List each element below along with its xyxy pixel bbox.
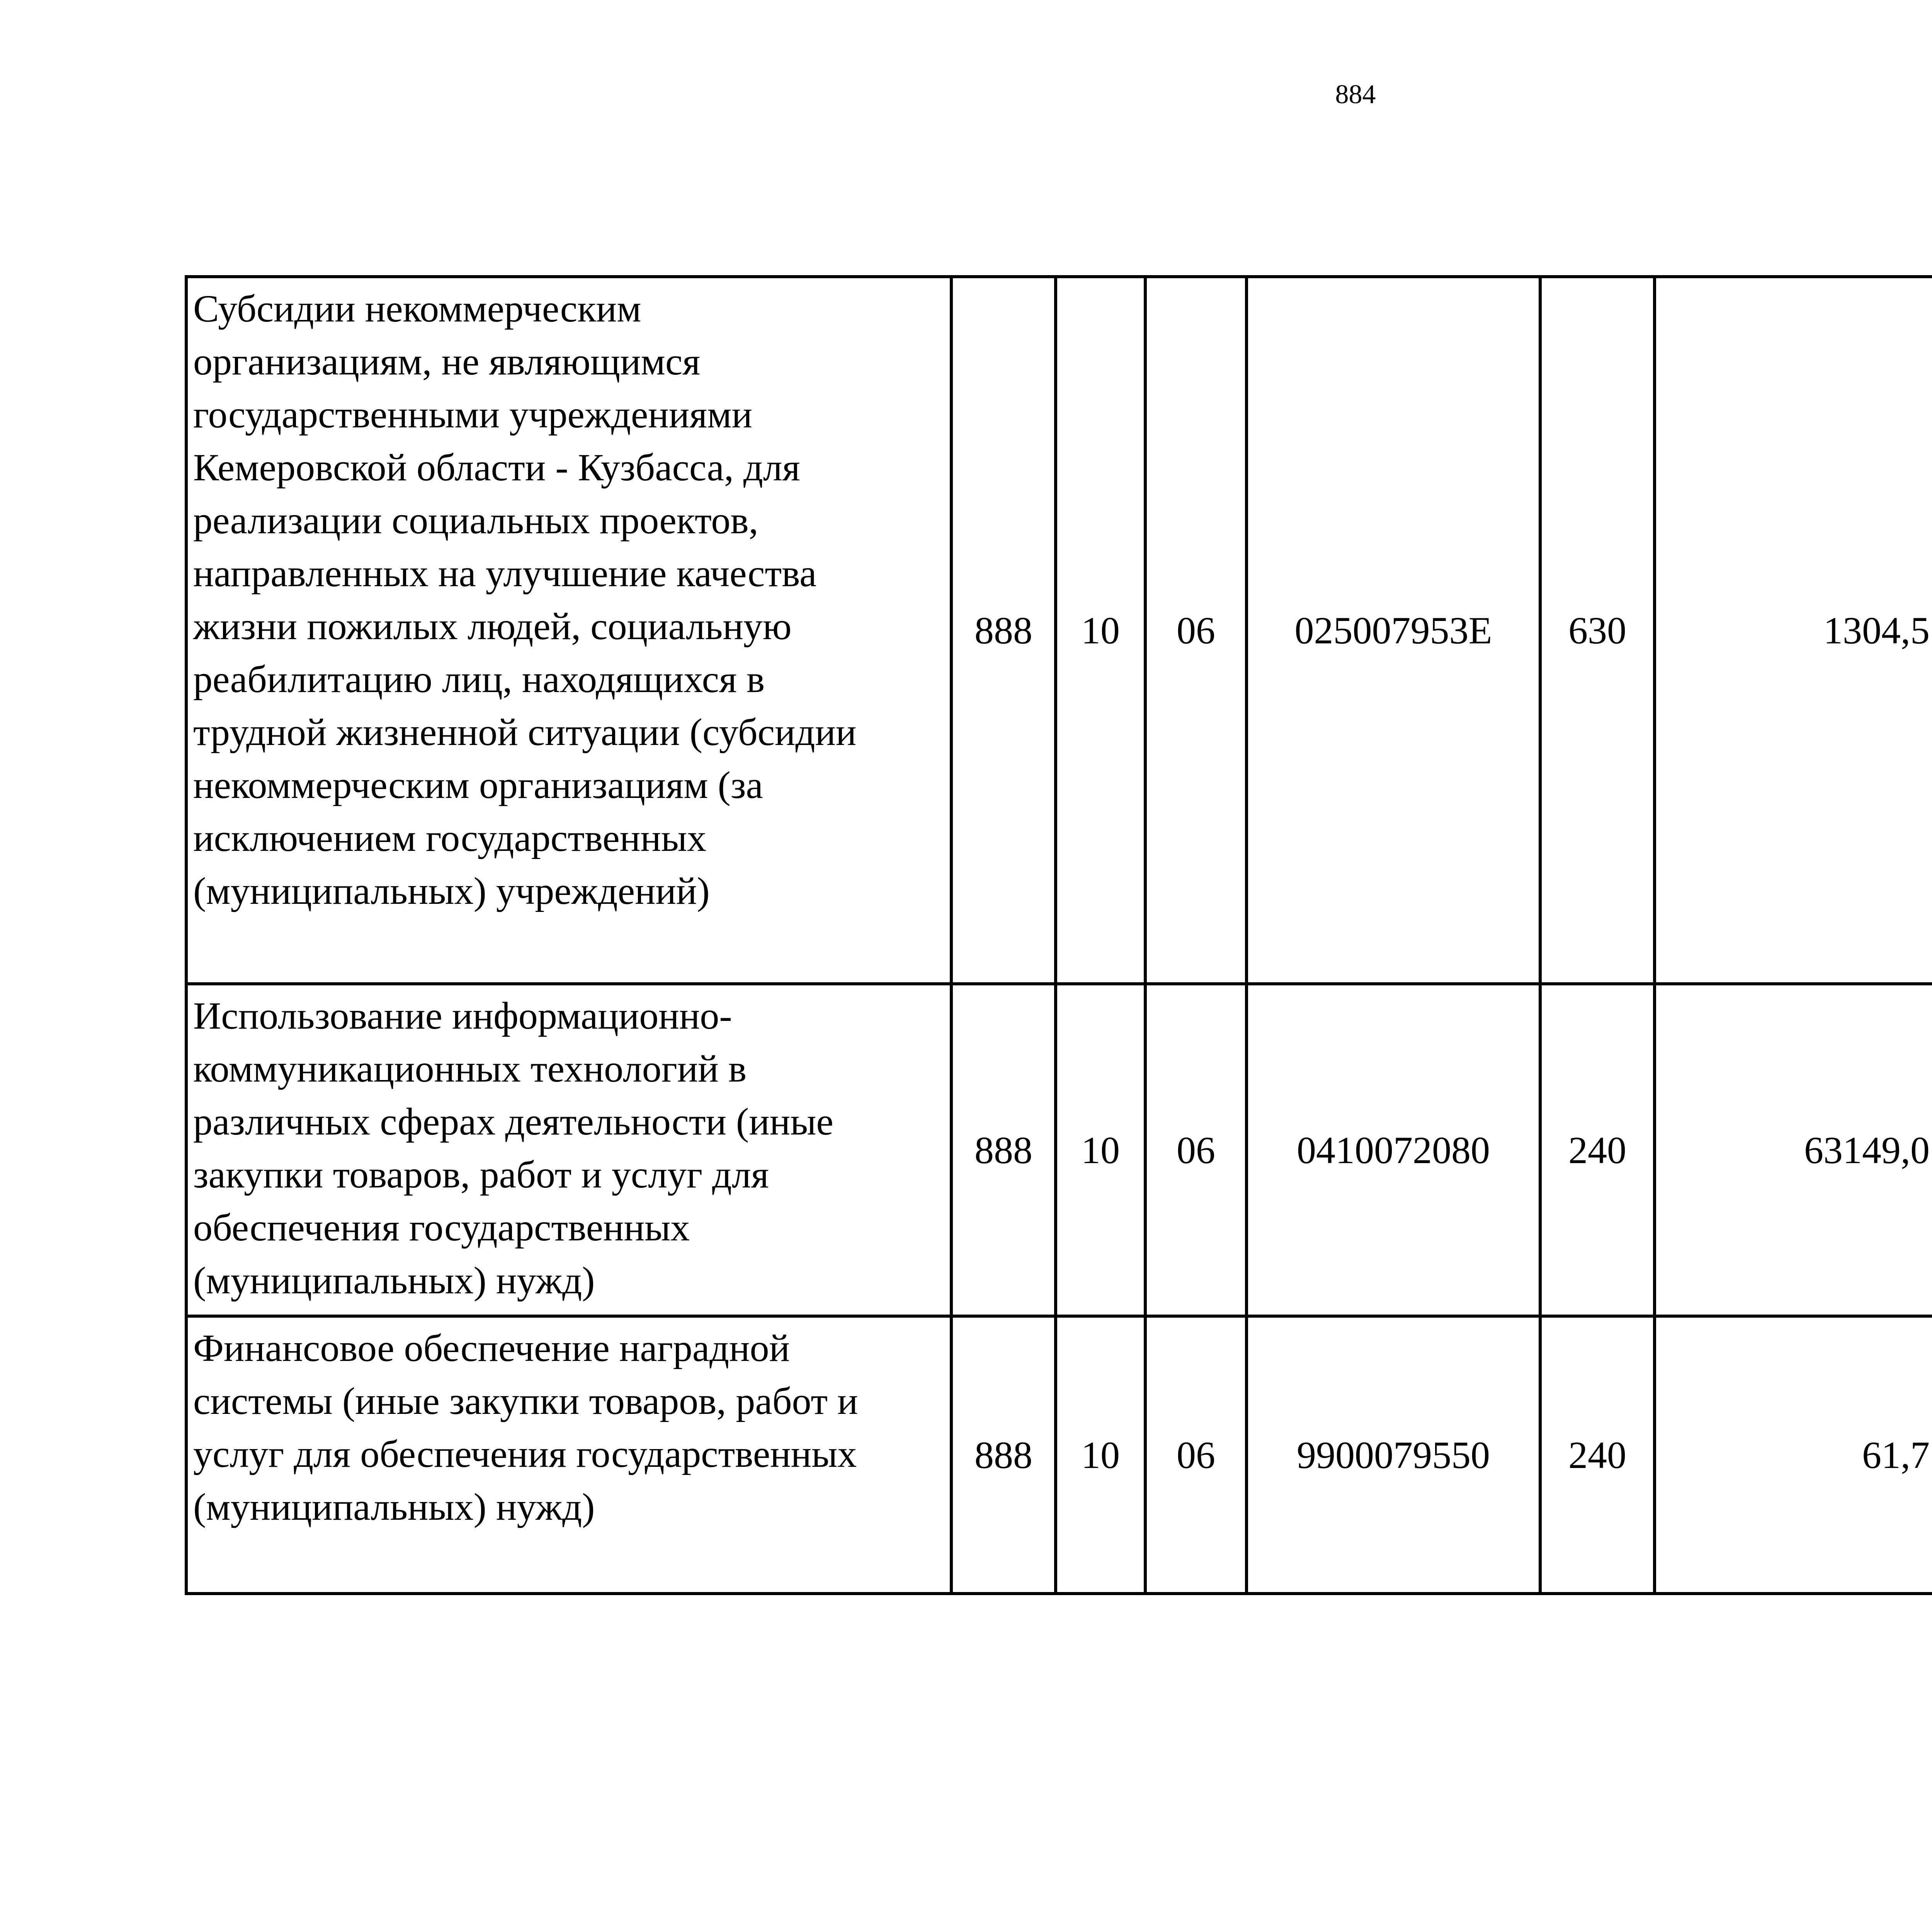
ministry-code: 888 bbox=[951, 984, 1056, 1316]
budget-table bbox=[185, 275, 1932, 1595]
row-description: Финансовое обеспечение наградной системы (иные закупки товаров, работ и услуг для обеспечения государственных (муниципальных) нужд) bbox=[186, 1316, 951, 1594]
subsection-code: 06 bbox=[1145, 277, 1247, 984]
table-row bbox=[186, 277, 1932, 984]
section-code: 10 bbox=[1056, 1316, 1145, 1594]
expense-type-code: 240 bbox=[1540, 1316, 1655, 1594]
target-article-code: 9900079550 bbox=[1247, 1316, 1540, 1594]
row-description: Субсидии некоммерческим организациям, не являющимся государственными учреждениями Кемеровской области - Кузбасса, для реализации социальных проектов, направленных на улучшение качества жизни пожилых людей, социальную реабилитацию лиц, находящихся в трудной жизненной ситуации (субсидии некоммерческим организациям (за исключением государственных (муниципальных) учреждений) bbox=[186, 277, 951, 984]
target-article-code: 0410072080 bbox=[1247, 984, 1540, 1316]
expense-type-code: 630 bbox=[1540, 277, 1655, 984]
row-description: Использование информационно- коммуникационных технологий в различных сферах деятельности (иные закупки товаров, работ и услуг для обеспечения государственных (муниципальных) нужд) bbox=[186, 984, 951, 1316]
expense-type-code: 240 bbox=[1540, 984, 1655, 1316]
ministry-code: 888 bbox=[951, 1316, 1056, 1594]
page-number: 884 bbox=[1335, 80, 1376, 109]
amount-1: 61,7 bbox=[1655, 1316, 1932, 1594]
target-article-code: 025007953Е bbox=[1247, 277, 1540, 984]
amount-1: 63149,0 bbox=[1655, 984, 1932, 1316]
subsection-code: 06 bbox=[1145, 1316, 1247, 1594]
table-row bbox=[186, 1316, 1932, 1594]
ministry-code: 888 bbox=[951, 277, 1056, 984]
subsection-code: 06 bbox=[1145, 984, 1247, 1316]
table-row bbox=[186, 984, 1932, 1316]
amount-1: 1304,5 bbox=[1655, 277, 1932, 984]
section-code: 10 bbox=[1056, 277, 1145, 984]
section-code: 10 bbox=[1056, 984, 1145, 1316]
